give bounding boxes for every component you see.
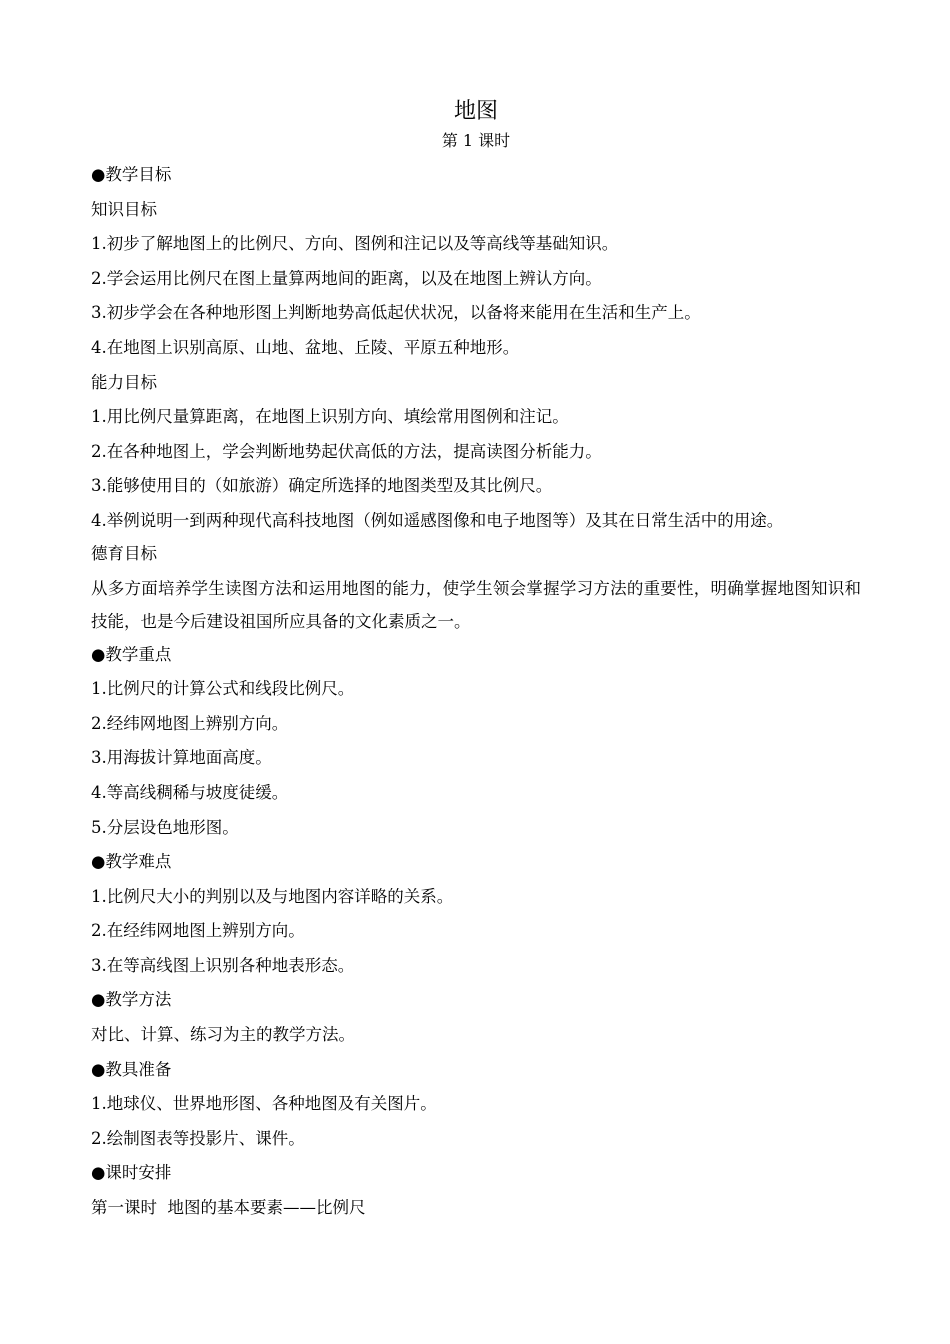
section-heading-key-points: ●教学重点 [91, 644, 172, 664]
section-heading-objectives: ●教学目标 [91, 165, 172, 184]
section-heading-difficulties: ●教学难点 [91, 852, 172, 872]
ability-item: 3.能够使用目的（如旅游）确定所选择的地图类型及其比例尺。 [91, 476, 553, 496]
key-point-item: 2.经纬网地图上辨别方向。 [91, 713, 289, 733]
section-heading-schedule: ●课时安排 [91, 1163, 172, 1183]
page-subtitle: 第 1 课时 [441, 131, 511, 150]
section-heading-methods: ●教学方法 [91, 990, 172, 1010]
tool-item: 2.绘制图表等投影片、课件。 [91, 1128, 305, 1148]
key-point-item: 4.等高线稠稀与坡度徒缓。 [91, 782, 289, 802]
ability-item: 4.举例说明一到两种现代高科技地图（例如遥感图像和电子地图等）及其在日常生活中的用途。 [91, 510, 784, 530]
key-point-item: 1.比例尺的计算公式和线段比例尺。 [91, 679, 355, 699]
document-page [91, 96, 861, 1226]
ability-item: 2.在各种地图上，学会判断地势起伏高低的方法，提高读图分析能力。 [91, 441, 602, 461]
schedule-text: 第一课时 地图的基本要素——比例尺 [91, 1198, 366, 1218]
difficulty-item: 2.在经纬网地图上辨别方向。 [91, 921, 305, 941]
ability-item: 1.用比例尺量算距离，在地图上识别方向、填绘常用图例和注记。 [91, 407, 569, 427]
knowledge-item: 1.初步了解地图上的比例尺、方向、图例和注记以及等高线等基础知识。 [91, 234, 619, 254]
methods-text: 对比、计算、练习为主的教学方法。 [91, 1025, 355, 1045]
key-point-item: 5.分层设色地形图。 [91, 817, 239, 837]
moral-text: 从多方面培养学生读图方法和运用地图的能力，使学生领会掌握学习方法的重要性，明确掌握地图知识和技能，也是今后建设祖国所应具备的文化素质之一。 [91, 578, 861, 631]
subheading-moral: 德育目标 [91, 543, 157, 563]
tool-item: 1.地球仪、世界地形图、各种地图及有关图片。 [91, 1094, 437, 1114]
knowledge-item: 2.学会运用比例尺在图上量算两地间的距离，以及在地图上辨认方向。 [91, 268, 602, 288]
page-title: 地图 [453, 99, 498, 124]
section-heading-tools: ●教具准备 [91, 1059, 172, 1079]
knowledge-item: 4.在地图上识别高原、山地、盆地、丘陵、平原五种地形。 [91, 337, 520, 357]
subheading-knowledge: 知识目标 [91, 199, 157, 219]
difficulty-item: 3.在等高线图上识别各种地表形态。 [91, 955, 355, 975]
difficulty-item: 1.比例尺大小的判别以及与地图内容详略的关系。 [91, 886, 454, 906]
subheading-ability: 能力目标 [91, 372, 157, 392]
key-point-item: 3.用海拔计算地面高度。 [91, 748, 272, 768]
knowledge-item: 3.初步学会在各种地形图上判断地势高低起伏状况，以备将来能用在生活和生产上。 [91, 303, 701, 323]
